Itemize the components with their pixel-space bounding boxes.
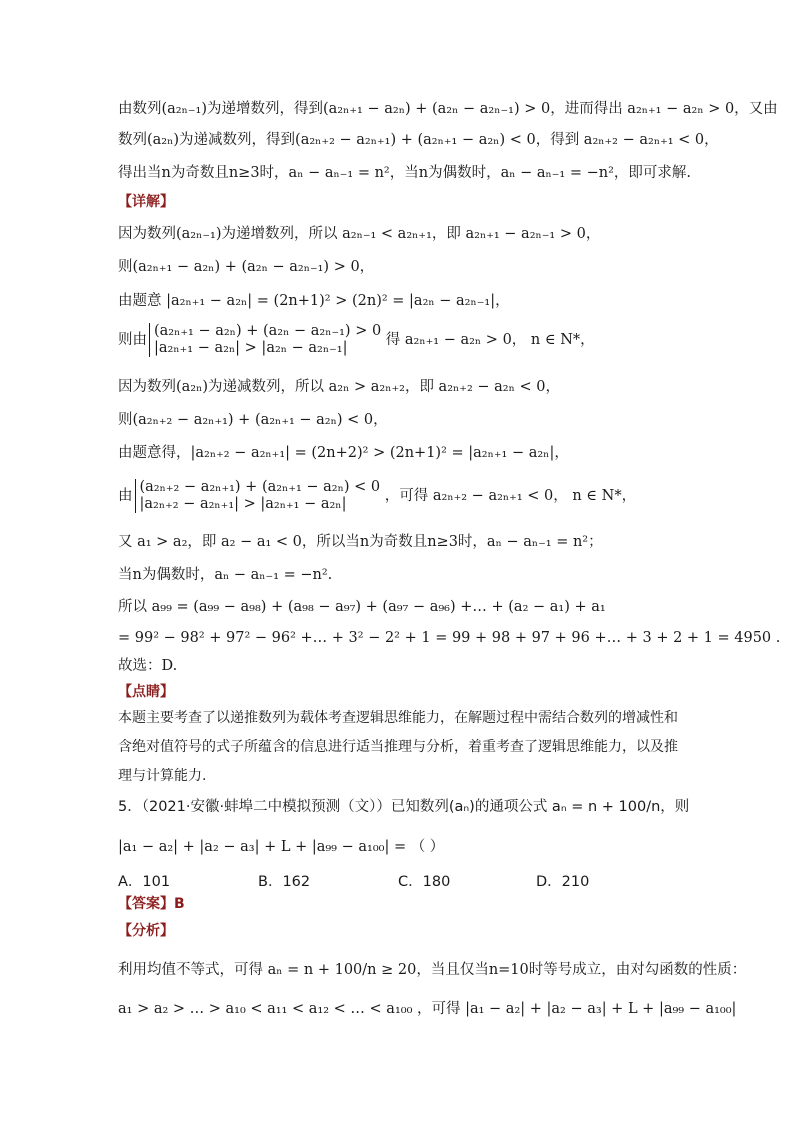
detail-line-2: 则(a₂ₙ₊₁ − a₂ₙ) + (a₂ₙ − a₂ₙ₋₁) > 0， [118, 259, 375, 275]
heading-analysis: 【分析】 [118, 923, 174, 939]
system-1-result: 得 a₂ₙ₊₁ − a₂ₙ > 0， n ∈ N*， [385, 332, 595, 348]
system-2-eq2: |a₂ₙ₊₂ − a₂ₙ₊₁| > |a₂ₙ₊₁ − a₂ₙ| [139, 496, 347, 512]
system-2-result: ，可得 a₂ₙ₊₂ − a₂ₙ₊₁ < 0， n ∈ N*， [384, 488, 637, 504]
question-5-expression: |a₁ − a₂| + |a₂ − a₃| + L + |a₉₉ − a₁₀₀| = （ ） [118, 839, 445, 855]
system-2-prefix: 由 [118, 488, 133, 504]
heading-comment: 【点睛】 [118, 684, 174, 700]
system-1-eq1: (a₂ₙ₊₁ − a₂ₙ) + (a₂ₙ − a₂ₙ₋₁) > 0 [154, 323, 382, 339]
option-a: A．101 [118, 874, 171, 890]
detail-line-1: 因为数列(a₂ₙ₋₁)为递增数列，所以 a₂ₙ₋₁ < a₂ₙ₊₁，即 a₂ₙ₊₁ − a₂ₙ₋₁ > 0， [118, 226, 601, 242]
question-5-stem: 5．（2021·安徽·蚌埠二中模拟预测（文））已知数列(aₙ)的通项公式 aₙ = n + 100/n，则 [118, 799, 690, 815]
analysis-q5-line-1: 利用均值不等式，可得 aₙ = n + 100/n ≥ 20，当且仅当n=10时等号成立，由对勾函数的性质： [118, 962, 747, 978]
system-1-eq2: |a₂ₙ₊₁ − a₂ₙ| > |a₂ₙ − a₂ₙ₋₁| [154, 340, 348, 356]
option-c: C．180 [398, 874, 451, 890]
analysis-q5-line-2: a₁ > a₂ > … > a₁₀ < a₁₁ < a₁₂ < … < a₁₀₀ ，可得 |a₁ − a₂| + |a₂ − a₃| + L + |a₉₉ − a₁₀₀| [118, 1001, 737, 1017]
detail-line-5: 则(a₂ₙ₊₂ − a₂ₙ₊₁) + (a₂ₙ₊₁ − a₂ₙ) < 0， [118, 412, 388, 428]
detail-system-2 [118, 474, 683, 518]
heading-answer: 【答案】B [118, 896, 185, 912]
system-1-brace [149, 323, 381, 357]
detail-line-9: 所以 a₉₉ = (a₉₉ − a₉₈) + (a₉₈ − a₉₇) + (a₉₇ − a₉₆) +… + (a₂ − a₁) + a₁ [118, 599, 606, 615]
detail-line-4: 因为数列(a₂ₙ)为递减数列，所以 a₂ₙ > a₂ₙ₊₂，即 a₂ₙ₊₂ − a₂ₙ < 0， [118, 379, 560, 395]
detail-line-3: 由题意 |a₂ₙ₊₁ − a₂ₙ| = (2n+1)² > (2n)² = |a₂ₙ − a₂ₙ₋₁|， [118, 293, 510, 309]
detail-line-8: 当n为偶数时，aₙ − aₙ₋₁ = −n². [118, 567, 333, 583]
analysis-line-1: 由数列(a₂ₙ₋₁)为递增数列，得到(a₂ₙ₊₁ − a₂ₙ) + (a₂ₙ − a₂ₙ₋₁) > 0，进而得出 a₂ₙ₊₁ − a₂ₙ > 0，又由 [118, 101, 778, 117]
comment-paragraph: 本题主要考查了以递推数列为载体考查逻辑思维能力，在解题过程中需结合数列的增减性和含绝对值符号的式子所蕴含的信息进行适当推理与分析，着重考查了逻辑思维能力，以及推理与计算能力. [118, 710, 678, 784]
heading-detail: 【详解】 [118, 194, 174, 210]
detail-line-6: 由题意得，|a₂ₙ₊₂ − a₂ₙ₊₁| = (2n+2)² > (2n+1)² = |a₂ₙ₊₁ − a₂ₙ|， [118, 445, 569, 461]
option-d: D．210 [536, 874, 590, 890]
system-1-prefix: 则由 [118, 332, 147, 348]
answer-choice-line: 故选：D. [118, 658, 178, 674]
analysis-line-3: 得出当n为奇数且n≥3时，aₙ − aₙ₋₁ = n²，当n为偶数时，aₙ − aₙ₋₁ = −n²，即可求解. [118, 165, 692, 181]
analysis-line-2: 数列(a₂ₙ)为递减数列，得到(a₂ₙ₊₂ − a₂ₙ₊₁) + (a₂ₙ₊₁ − a₂ₙ) < 0，得到 a₂ₙ₊₂ − a₂ₙ₊₁ < 0， [118, 132, 719, 148]
detail-system-1 [118, 320, 683, 360]
system-2-eq1: (a₂ₙ₊₂ − a₂ₙ₊₁) + (a₂ₙ₊₁ − a₂ₙ) < 0 [139, 479, 381, 495]
option-b: B．162 [258, 874, 311, 890]
detail-line-10: = 99² − 98² + 97² − 96² +… + 3² − 2² + 1 = 99 + 98 + 97 + 96 +… + 3 + 2 + 1 = 4950 . [118, 630, 781, 646]
detail-line-7: 又 a₁ > a₂，即 a₂ − a₁ < 0，所以当n为奇数且n≥3时，aₙ − aₙ₋₁ = n²； [118, 534, 603, 550]
system-2-brace [135, 479, 381, 513]
